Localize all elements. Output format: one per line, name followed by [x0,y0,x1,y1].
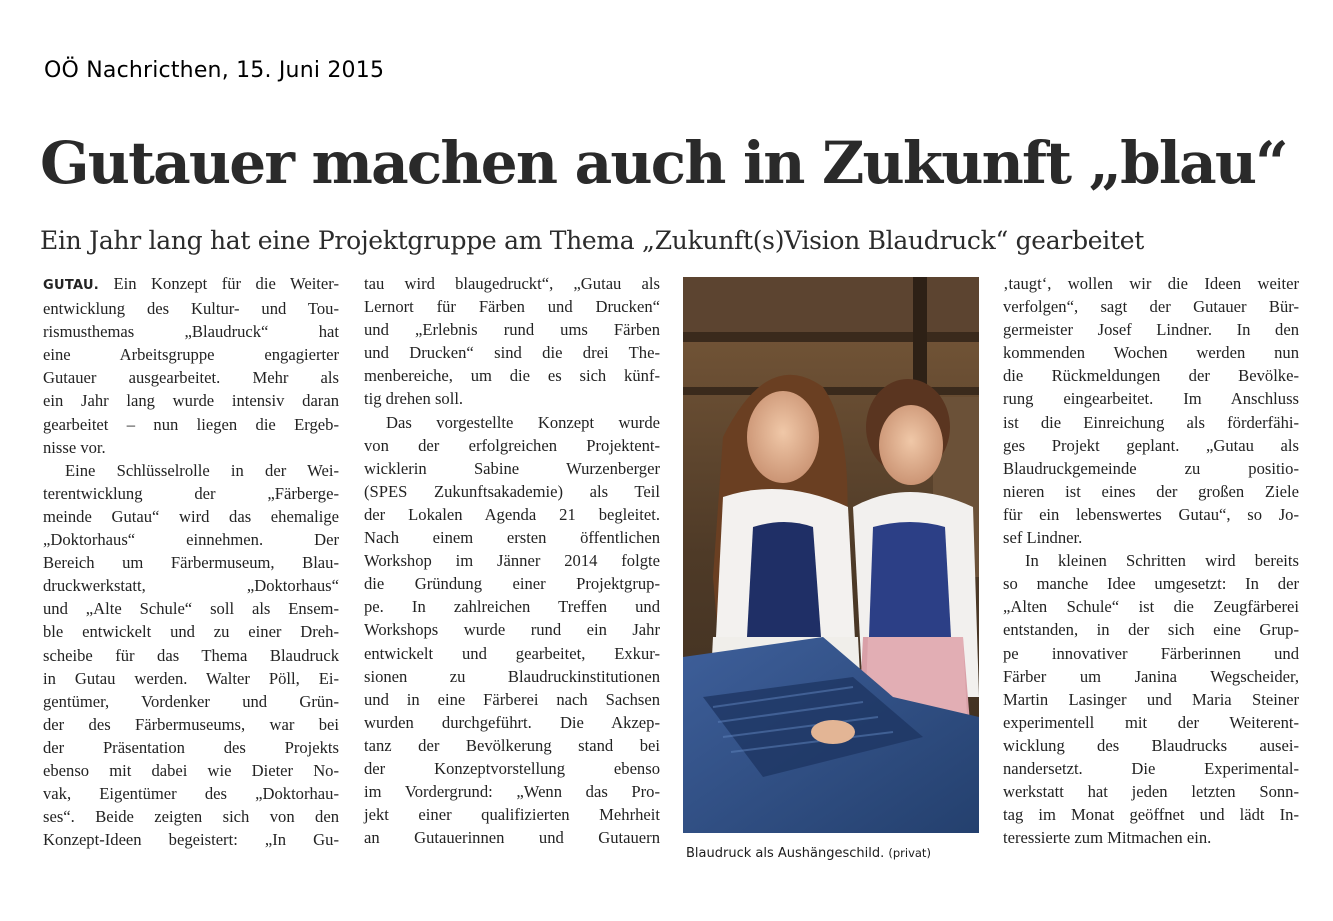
caption-text: Blaudruck als Aushängeschild. [686,846,885,861]
text-line: jekt einer qualifizierten Mehrheit [364,805,660,825]
text-line: In kleinen Schritten wird bereits [1025,551,1299,571]
text-line: für ein lebenswertes Gutau“, so Jo- [1003,504,1299,524]
text-line: Das vorgestellte Konzept wurde [386,412,660,432]
text-line: terentwicklung der „Färberge- [43,483,339,503]
text-line: der Konzeptvorstellung ebenso [364,758,660,778]
text-line: Bereich um Färbermuseum, Blau- [43,553,339,573]
text-line: scheibe für das Thema Blaudruck [43,645,339,665]
text-line: Lernort für Färben und Drucken“ [364,297,660,317]
text-line: die Gründung einer Projektgrup- [364,574,660,594]
text-line: ble entwickelt und zu einer Dreh- [43,622,339,642]
text-line: und in eine Färberei nach Sachsen [364,689,660,709]
text-line: und „Alte Schule“ soll als Ensem- [43,599,339,619]
text-line: ses“. Beide zeigten sich von den [43,807,339,827]
text-line: Färber um Janina Wegscheider, [1003,666,1299,686]
text-line: von der erfolgreichen Projektent- [364,435,660,455]
text-line: pe innovativer Färberinnen und [1003,643,1299,663]
text-line: entstanden, in der sich eine Grup- [1003,620,1299,640]
text-line: „Doktorhaus“ einnehmen. Der [43,530,339,550]
text-line: pe. In zahlreichen Treffen und [364,597,660,617]
photo-caption [686,846,986,861]
text-line: experimentell mit der Weiterent- [1003,712,1299,732]
text-line: Martin Lasinger und Maria Steiner [1003,689,1299,709]
text-line: menbereiche, um die es sich künf- [364,366,660,386]
text-line: tig drehen soll. [364,389,464,409]
text-line: die Rückmeldungen der Bevölke- [1003,366,1299,386]
text-line: Eine Schlüsselrolle in der Wei- [65,460,339,480]
text-line: Konzept-Ideen begeistert: „In Gu- [43,830,339,850]
text-line: Blaudruckgemeinde zu positio- [1003,458,1299,478]
caption-credit: (privat) [888,846,931,860]
text-line: ‚taugt‘, wollen wir die Ideen weiter [1003,274,1299,293]
dateline: GUTAU. [43,278,100,293]
subheadline: Ein Jahr lang hat eine Projektgruppe am Thema „Zukunft(s)Vision Blaudruck“ gearbeitet [40,226,1144,255]
text-line: tau wird blaugedruckt“, „Gutau als [364,274,660,293]
text-line: ein Jahr lang wurde intensiv daran [43,391,339,411]
text-line: Gutauer ausgearbeitet. Mehr als [43,368,339,388]
text-line: tag im Monat geöffnet und lädt In- [1003,805,1299,825]
text-line: ebenso mit dabei wie Dieter No- [43,760,339,780]
text-line: nieren ist eines der großen Ziele [1003,481,1299,501]
text-line: gentümer, Vordenker und Grün- [43,691,339,711]
article-column-3 [1003,272,1299,849]
text-line: kommenden Wochen werden nun [1003,343,1299,363]
text-line: germeister Josef Lindner. In den [1003,320,1299,340]
text-line: teressierte zum Mitmachen ein. [1003,828,1212,848]
text-line: wurden durchgeführt. Die Akzep- [364,712,660,732]
text-line: nandersetzt. Die Experimental- [1003,758,1299,778]
text-line: im Vordergrund: „Wenn das Pro- [364,782,660,802]
text-line: Nach einem ersten öffentlichen [364,528,660,548]
text-line: ist die Einreichung als förderfähi- [1003,412,1299,432]
text-line: tanz der Bevölkerung stand bei [364,735,660,755]
text-line: so manche Idee umgesetzt: In der [1003,574,1299,594]
text-line: eine Arbeitsgruppe engagierter [43,345,339,365]
article-column-1 [43,272,339,851]
text-line: wicklung des Blaudrucks ausei- [1003,735,1299,755]
text-line: sionen zu Blaudruckinstitutionen [364,666,660,686]
text-line: der Präsentation des Projekts [43,737,339,757]
text-line: „Alten Schule“ ist die Zeugfärberei [1003,597,1299,617]
text-line: werkstatt hat jeden letzten Sonn- [1003,782,1299,802]
headline: Gutauer machen auch in Zukunft „blau“ [40,129,1287,197]
text-line: in Gutau werden. Walter Pöll, Ei- [43,668,339,688]
text-line: nisse vor. [43,437,106,457]
text-line: und Drucken“ sind die drei The- [364,343,660,363]
text-line: sef Lindner. [1003,528,1083,548]
text-line: vak, Eigentümer des „Doktorhau- [43,784,339,804]
text-line: wicklerin Sabine Wurzenberger [364,458,660,478]
text-line: Workshop im Jänner 2014 folgte [364,551,660,571]
text-line: der Lokalen Agenda 21 begleitet. [364,504,660,524]
text-line: gearbeitet – nun liegen die Ergeb- [43,414,339,434]
text-line: entwickelt und gearbeitet, Exkur- [364,643,660,663]
photo-illustration [683,277,979,833]
text-line: ges Projekt geplant. „Gutau als [1003,435,1299,455]
text-line: (SPES Zukunftsakademie) als Teil [364,481,660,501]
text-line: GUTAU. Ein Konzept für die Weiter- [43,274,339,293]
text-line: und „Erlebnis rund ums Färben [364,320,660,340]
text-line: der des Färbermuseums, war bei [43,714,339,734]
text-line: meinde Gutau“ wird das ehemalige [43,506,339,526]
text-line: verfolgen“, sagt der Gutauer Bür- [1003,297,1299,317]
text-line: druckwerkstatt, „Doktorhaus“ [43,576,339,596]
article-column-2 [364,272,660,849]
text-line: rung eingearbeitet. Im Anschluss [1003,389,1299,409]
source-line: OÖ Nachricthen, 15. Juni 2015 [44,58,385,83]
text-line: Workshops wurde rund ein Jahr [364,620,660,640]
text-line: rismusthemas „Blaudruck“ hat [43,322,339,342]
text-line: an Gutauerinnen und Gutauern [364,828,660,848]
text-line: entwicklung des Kultur- und Tou- [43,299,339,319]
article-photo [683,277,979,833]
